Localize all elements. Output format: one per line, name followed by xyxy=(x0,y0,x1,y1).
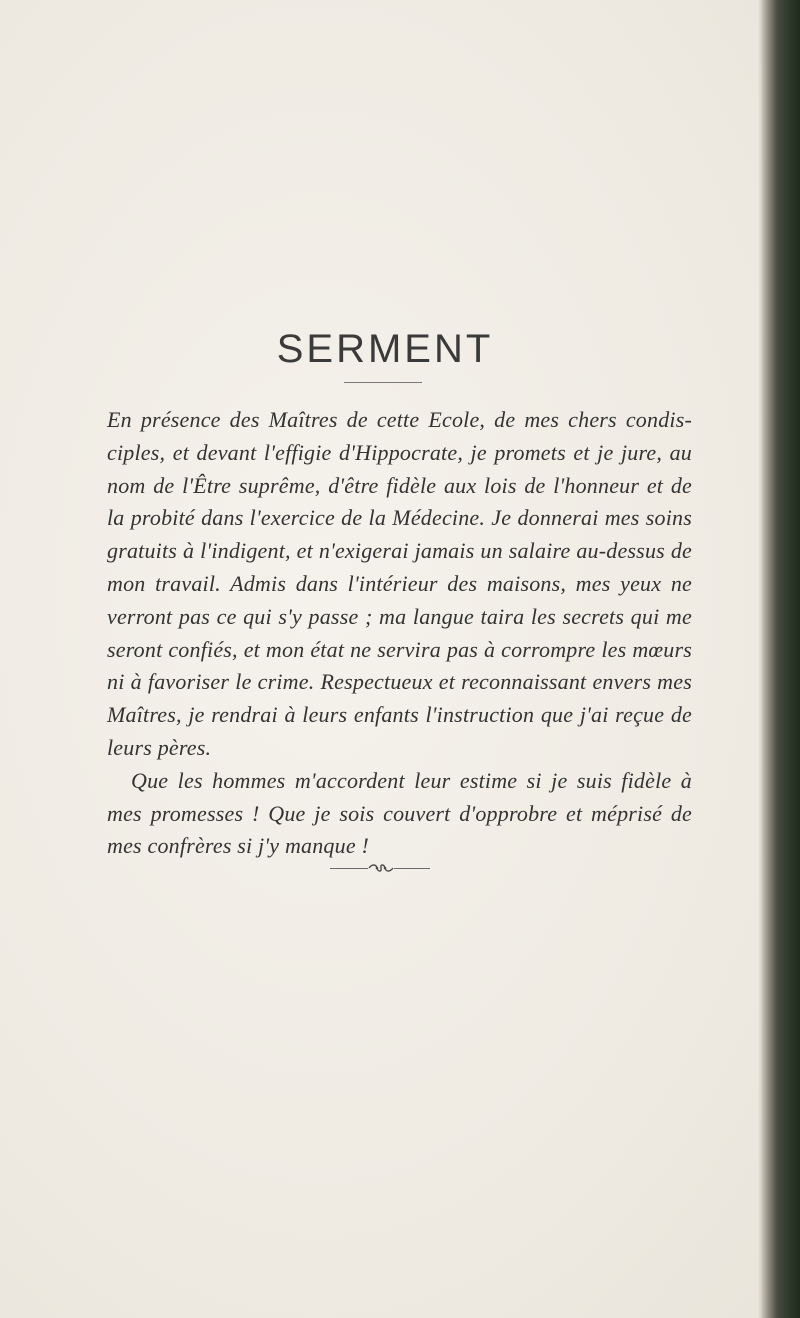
ornament-rule-left xyxy=(330,868,368,869)
oath-paragraph-1: En présence des Maîtres de cette Ecole, de mes chers condis-ciples, et devant l'effigie d'Hippocrate, je promets et je jure, au nom de l'Être suprême, d'être fidèle aux lois de l'honneur et de la probité dans l'exercice de la Médecine. Je donnerai mes soins gratuits à l'indigent, et n'exigerai jamais un salaire au-dessus de mon travail. Admis dans l'intérieur des maisons, mes yeux ne verront pas ce qui s'y passe ; ma langue taira les secrets qui me seront confiés, et mon état ne servira pas à corrompre les mœurs ni à favoriser le crime. Respectueux et reconnaissant envers mes Maîtres, je rendrai à leurs enfants l'instruction que j'ai reçue de leurs pères. xyxy=(107,407,692,760)
ornament-rule-right xyxy=(394,868,430,869)
page-title: SERMENT xyxy=(276,326,494,371)
ornament-flourish-icon xyxy=(368,863,394,873)
closing-ornament xyxy=(330,863,430,873)
oath-text xyxy=(107,404,692,863)
title-rule xyxy=(344,382,422,383)
oath-paragraph-2: Que les hommes m'accordent leur estime si je suis fidèle à mes promesses ! Que je sois couvert d'opprobre et méprisé de mes confrères si j'y manque ! xyxy=(107,767,692,859)
book-spine xyxy=(762,0,800,1318)
